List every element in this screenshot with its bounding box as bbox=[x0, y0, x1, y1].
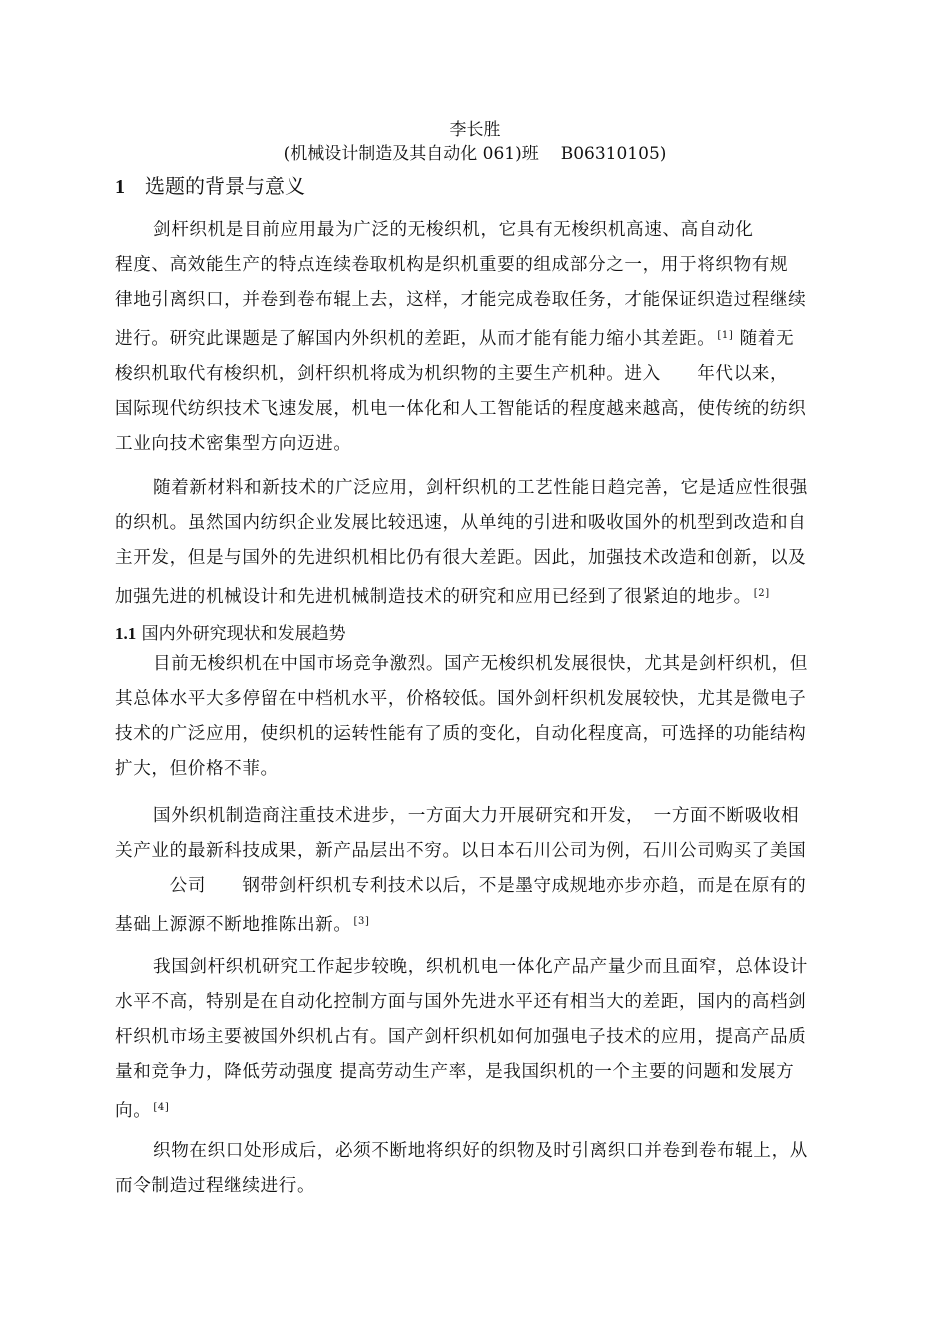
section-title: 国内外研究现状和发展趋势 bbox=[141, 624, 346, 644]
text-line: 律地引离织口，并卷到卷布辊上去，这样，才能完成卷取任务，才能保证织造过程继续 bbox=[115, 290, 807, 310]
line-text: 向。 bbox=[115, 1101, 152, 1121]
text-line: 我国剑杆织机研究工作起步较晚，织机机电一体化产品产量少而且面窄，总体设计 bbox=[153, 957, 808, 977]
text-line: 技术的广泛应用，使织机的运转性能有了质的变化，自动化程度高，可选择的功能结构 bbox=[115, 724, 807, 744]
line-text: 基础上源源不断地推陈出新。 bbox=[115, 915, 352, 935]
line-text: 加强先进的机械设计和先进机械制造技术的研究和应用已经到了很紧迫的地步。 bbox=[115, 587, 752, 607]
text-line: 随着新材料和新技术的广泛应用，剑杆织机的工艺性能日趋完善，它是适应性很强 bbox=[153, 478, 808, 498]
section-number: 1 bbox=[115, 176, 125, 198]
text-line: 扩大，但价格不菲。 bbox=[115, 759, 279, 779]
section-heading-1-1 bbox=[115, 622, 346, 646]
text-line: 水平不高，特别是在自动化控制方面与国外先进水平还有相当大的差距，国内的高档剑 bbox=[115, 992, 807, 1012]
text-line: 梭织机取代有梭织机，剑杆织机将成为机织物的主要生产机种。进入 年代以来， bbox=[115, 364, 789, 384]
text-line: 国外织机制造商注重技术进步，一方面大力开展研究和开发， 一方面不断吸收相 bbox=[153, 806, 800, 826]
citation-ref: [4] bbox=[153, 1102, 170, 1113]
paragraph-market bbox=[115, 647, 837, 787]
text-line: 关产业的最新科技成果，新产品层出不穷。以日本石川公司为例，石川公司购买了美国 bbox=[115, 841, 807, 861]
citation-ref: [3] bbox=[353, 916, 370, 927]
affiliation-text: (机械设计制造及其自动化 061)班 bbox=[283, 144, 539, 164]
text-line: 国际现代纺织技术飞速发展，机电一体化和人工智能话的程度越来越高，使传统的纺织 bbox=[115, 399, 807, 419]
text-line: 其总体水平大多停留在中档机水平，价格较低。国外剑杆织机发展较快，尤其是微电子 bbox=[115, 689, 807, 709]
citation-ref: [2] bbox=[753, 588, 770, 599]
text-line bbox=[115, 576, 837, 615]
paragraph-domestic bbox=[115, 950, 837, 1129]
citation-ref: [1] bbox=[717, 330, 734, 341]
section-number: 1.1 bbox=[115, 624, 137, 643]
text-line bbox=[115, 904, 837, 943]
text-line: 量和竞争力，降低劳动强度 提高劳动生产率，是我国织机的一个主要的问题和发展方 bbox=[115, 1062, 795, 1082]
section-title: 选题的背景与意义 bbox=[145, 174, 305, 198]
author-affiliation bbox=[0, 142, 950, 166]
text-line: 主开发，但是与国外的先进织机相比仍有很大差距。因此，加强技术改造和创新，以及 bbox=[115, 548, 807, 568]
paragraph-background bbox=[115, 213, 837, 462]
text-line: 工业向技术密集型方向迈进。 bbox=[115, 434, 352, 454]
text-line: 的织机。虽然国内纺织企业发展比较迅速，从单纯的引进和吸收国外的机型到改造和自 bbox=[115, 513, 807, 533]
text-line bbox=[115, 318, 837, 357]
text-line: 程度、高效能生产的特点连续卷取机构是织机重要的组成部分之一，用于将织物有规 bbox=[115, 255, 789, 275]
student-id: B06310105) bbox=[560, 144, 667, 164]
text-line bbox=[115, 1090, 837, 1129]
text-line: 而令制造过程继续进行。 bbox=[115, 1176, 316, 1196]
paragraph-foreign bbox=[115, 799, 837, 943]
line-text: 进行。研究此课题是了解国内外织机的差距，从而才能有能力缩小其差距。 bbox=[115, 329, 716, 349]
author-name: 李长胜 bbox=[449, 120, 501, 140]
text-line: 目前无梭织机在中国市场竞争激烈。国产无梭织机发展很快，尤其是剑杆织机，但 bbox=[153, 654, 808, 674]
section-heading-1 bbox=[115, 172, 305, 201]
text-line: 公司 钢带剑杆织机专利技术以后，不是墨守成规地亦步亦趋，而是在原有的 bbox=[115, 876, 807, 896]
paragraph-materials bbox=[115, 471, 837, 615]
paragraph-takeup bbox=[115, 1134, 837, 1204]
text-line: 剑杆织机是目前应用最为广泛的无梭织机，它具有无梭织机高速、高自动化 bbox=[153, 220, 754, 240]
text-line: 杆织机市场主要被国外织机占有。国产剑杆织机如何加强电子技术的应用，提高产品质 bbox=[115, 1027, 807, 1047]
text-line: 织物在织口处形成后，必须不断地将织好的织物及时引离织口并卷到卷布辊上，从 bbox=[153, 1141, 808, 1161]
line-tail: 随着无 bbox=[739, 329, 795, 349]
